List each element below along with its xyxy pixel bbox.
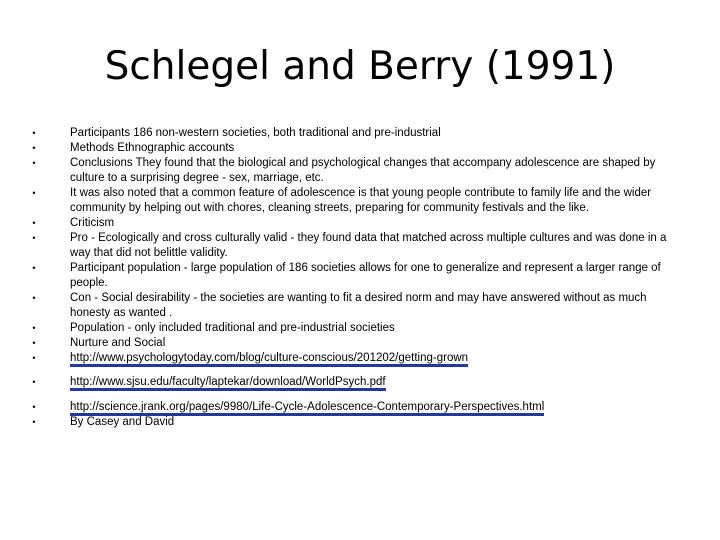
list-item — [30, 336, 680, 351]
item-text: Criticism — [70, 217, 115, 229]
jrank-link[interactable]: http://science.jrank.org/pages/9980/Life-Cycle-Adolescence-Contemporary-Perspectives.html — [70, 401, 544, 416]
list-item — [30, 186, 680, 216]
list-item — [30, 231, 680, 261]
bullet-icon: • — [32, 377, 36, 387]
item-text: By Casey and David — [70, 416, 175, 428]
bullet-list — [30, 126, 680, 430]
bullet-icon: • — [32, 293, 36, 303]
list-item — [30, 400, 680, 415]
item-text: Participants 186 non-western societies, both traditional and pre-industrial — [70, 127, 441, 139]
bullet-icon: • — [32, 218, 36, 228]
item-text: Population - only included traditional and pre-industrial societies — [70, 322, 395, 334]
list-item — [30, 351, 680, 366]
list-item — [30, 156, 680, 186]
item-text: Nurture and Social — [70, 337, 166, 349]
bullet-icon: • — [32, 417, 36, 427]
bullet-icon: • — [32, 402, 36, 412]
slide-title: Schlegel and Berry (1991) — [104, 44, 616, 89]
bullet-icon: • — [32, 188, 36, 198]
item-text: Methods Ethnographic accounts — [70, 142, 235, 154]
bullet-icon: • — [32, 323, 36, 333]
bullet-icon: • — [32, 338, 36, 348]
list-item — [30, 291, 680, 321]
list-item — [30, 216, 680, 231]
list-item — [30, 321, 680, 336]
bullet-icon: • — [32, 158, 36, 168]
list-item — [30, 261, 680, 291]
bullet-icon: • — [32, 353, 36, 363]
item-text: It was also noted that a common feature of adolescence is that young people contribute to family life and the wider community by helping out with chores, cleaning streets, preparing for community festivals and the like. — [70, 187, 652, 214]
bullet-icon: • — [32, 143, 36, 153]
bullet-icon: • — [32, 263, 36, 273]
psychologytoday-link[interactable]: http://www.psychologytoday.com/blog/culture-conscious/201202/getting-grown — [70, 352, 468, 367]
item-text: Con - Social desirability - the societies are wanting to fit a desired norm and may have answered without as much honesty as wanted . — [70, 292, 647, 319]
list-item — [30, 126, 680, 141]
list-item — [30, 375, 680, 390]
bullet-icon: • — [32, 233, 36, 243]
item-text: Conclusions They found that the biological and psychological changes that accompany adolescence are shaped by culture to a surprising degree - sex, marriage, etc. — [70, 157, 656, 184]
bullet-icon: • — [32, 128, 36, 138]
list-item — [30, 415, 680, 430]
item-text: Pro - Ecologically and cross culturally valid - they found data that matched across multiple cultures and was done in a way that did not belittle validity. — [70, 232, 667, 259]
sjsu-link[interactable]: http://www.sjsu.edu/faculty/laptekar/download/WorldPsych.pdf — [70, 376, 386, 391]
list-item — [30, 141, 680, 156]
item-text: Participant population - large population of 186 societies allows for one to generalize and represent a larger range of people. — [70, 262, 661, 289]
